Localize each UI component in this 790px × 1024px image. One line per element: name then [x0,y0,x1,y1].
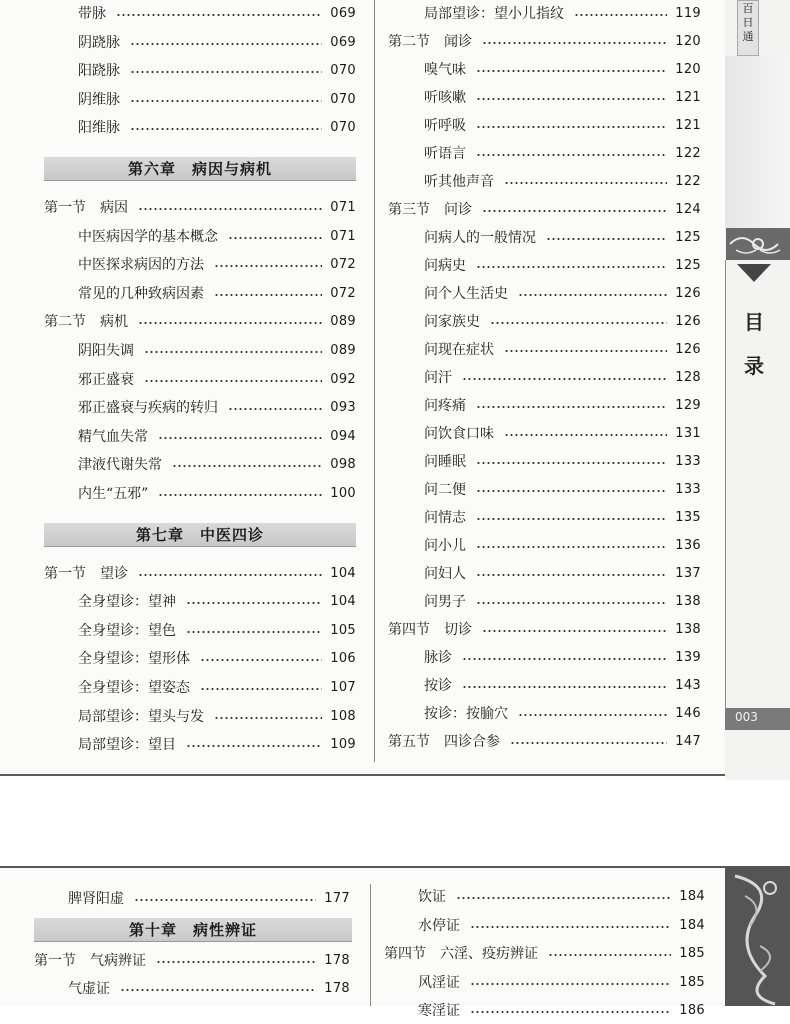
toc-page-number: 072 [330,285,356,301]
dot-leader [138,574,322,576]
toc-entry[interactable] [418,884,705,910]
toc-entry-title: 阴阳失调 [78,343,134,359]
book-title-text: 百日通 [742,2,754,43]
dot-leader [228,408,322,410]
toc-entry-title: 水停证 [418,917,460,934]
toc-entry[interactable] [424,421,701,447]
toc-entry[interactable] [424,169,701,195]
dot-leader [130,71,322,73]
toc-entry-title: 问妇人 [424,566,466,582]
toc-entry-title: 问病人的一般情况 [424,230,536,246]
dot-leader [214,294,322,296]
toc-entry[interactable] [78,252,356,278]
dot-leader [476,490,667,492]
toc-entry-title: 问汗 [424,370,452,386]
dot-leader [476,602,667,604]
toc-page-number: 104 [330,565,356,581]
toc-page-number: 106 [330,651,356,667]
dot-leader [456,897,671,899]
toc-entry[interactable] [78,338,356,364]
dot-leader [130,43,322,45]
toc-entry-title: 第一节 病因 [44,200,128,216]
toc-entry-title: 脾肾阳虚 [68,891,124,907]
dot-leader [186,602,322,604]
toc-entry[interactable] [78,367,356,393]
toc-section-entry[interactable] [388,617,701,643]
chapter-heading: 第七章 中医四诊 [44,523,356,547]
toc-entry[interactable] [424,365,701,391]
toc-entry[interactable] [78,452,356,478]
toc-entry[interactable] [78,87,356,113]
toc-entry-title: 全身望诊：望神 [78,594,176,611]
toc-page-number: 104 [330,594,356,610]
toc-page-number: 138 [675,594,701,609]
dot-leader [470,1011,671,1013]
toc-entry[interactable] [418,913,705,939]
dot-leader [158,494,322,496]
dot-leader [156,961,316,963]
dot-leader [186,631,322,633]
toc-page-number: 178 [324,953,350,968]
toc-page-number: 128 [675,370,701,385]
toc-page-number: 092 [330,371,356,387]
dot-leader [482,42,667,44]
toc-section-entry[interactable] [384,941,705,967]
toc-page-number: 119 [675,6,701,21]
toc-page-number: 071 [330,228,356,244]
toc-entry[interactable] [78,115,356,141]
toc-page-number: 089 [330,343,356,358]
dot-leader [138,322,322,324]
toc-entry[interactable] [424,1,701,27]
dot-leader [548,954,671,956]
toc-entry-title: 听咳嗽 [424,90,466,106]
toc-entry-title: 问小儿 [424,538,466,554]
toc-entry-title: 气虚证 [68,981,110,997]
toc-entry-title: 按诊：按腧穴 [424,706,508,722]
toc-entry-title: 问疼痛 [424,398,466,414]
toc-page-number: 133 [675,482,701,497]
toc-page-number: 124 [675,202,701,217]
dot-leader [462,686,667,688]
toc-section-entry[interactable] [44,309,356,335]
toc-entry[interactable] [424,225,701,251]
toc-entry[interactable] [424,337,701,363]
toc-page-number: 070 [330,120,356,136]
toc-section-entry[interactable] [44,561,356,587]
toc-entry-title: 问二便 [424,482,466,498]
toc-entry[interactable] [424,645,701,671]
toc-page-number: 125 [675,258,701,273]
toc-page-number: 089 [330,314,356,330]
dot-leader [476,406,667,408]
toc-entry-title: 阳维脉 [78,120,120,137]
toc-entry-title: 第二节 病机 [44,314,128,331]
dot-leader [462,658,667,660]
toc-page-number: 139 [675,650,701,665]
toc-page-number: 138 [675,622,701,637]
toc-entry[interactable] [78,618,356,644]
toc-entry-title: 第一节 气病辨证 [34,953,146,969]
toc-section-entry[interactable] [388,729,701,755]
toc-entry[interactable] [424,701,701,727]
toc-page-number: 184 [679,889,705,904]
dot-leader [574,14,667,16]
dot-leader [120,989,316,991]
toc-entry[interactable] [78,224,356,250]
toc-page-number: 137 [675,566,701,581]
toc-entry-title: 阴维脉 [78,91,120,108]
chapter-heading: 第六章 病因与病机 [44,157,356,181]
toc-entry[interactable] [78,58,356,84]
dot-leader [200,688,322,690]
toc-entry[interactable] [424,253,701,279]
toc-page-number: 184 [679,917,705,933]
section-title-char-2: 录 [744,354,764,378]
chapter-heading: 第十章 病性辨证 [34,918,352,942]
toc-page-number: 072 [330,257,356,273]
toc-page-number: 125 [675,230,701,245]
toc-page-number: 070 [330,63,356,79]
toc-page-number: 186 [679,1003,705,1018]
toc-page-number: 069 [330,34,356,50]
toc-section-entry[interactable] [388,29,701,55]
toc-entry[interactable] [424,281,701,307]
dot-leader [144,351,322,353]
toc-entry-title: 听语言 [424,146,466,162]
dot-leader [476,518,667,520]
toc-page-number: 147 [675,734,701,749]
toc-entry[interactable] [424,477,701,503]
toc-entry-title: 中医病因学的基本概念 [78,228,218,245]
toc-entry-title: 第四节 六淫、疫疠辨证 [384,946,538,962]
toc-entry-title: 第三节 问诊 [388,202,472,218]
dot-leader [144,380,322,382]
dot-leader [476,70,667,72]
dot-leader [470,926,671,928]
toc-page-number: 143 [675,678,701,693]
dot-leader [476,98,667,100]
toc-entry-title: 内生“五邪” [78,486,149,502]
dot-leader [476,462,667,464]
toc-page-number: 185 [679,946,705,961]
toc-entry[interactable] [78,589,356,615]
dot-leader [200,659,322,661]
toc-entry-title: 问个人生活史 [424,286,508,302]
dot-leader [476,574,667,576]
toc-entry[interactable] [424,113,701,139]
toc-entry-title: 阴跷脉 [78,34,120,51]
toc-entry[interactable] [78,424,356,450]
toc-entry-title: 局部望诊：望小儿指纹 [424,6,564,22]
column-divider [374,0,375,762]
toc-page-number: 178 [324,981,350,996]
toc-entry[interactable] [78,30,356,56]
toc-entry[interactable] [78,395,356,421]
toc-page-number: 131 [675,426,701,441]
toc-page-number: 133 [675,454,701,469]
toc-entry[interactable] [78,704,356,730]
dot-leader [462,378,667,380]
toc-page-number: 100 [330,486,356,501]
toc-entry-title: 全身望诊：望形体 [78,651,190,668]
dot-leader [546,238,667,240]
dot-leader [482,630,667,632]
toc-entry-title: 局部望诊：望头与发 [78,708,204,725]
dot-leader [476,546,667,548]
dot-leader [130,128,322,130]
dot-leader [228,237,322,239]
toc-entry-title: 精气血失常 [78,428,148,445]
toc-entry-title: 饮证 [418,889,446,905]
toc-section-entry[interactable] [34,948,350,974]
column-divider [370,884,371,1006]
toc-entry-title: 问饮食口味 [424,426,494,442]
toc-entry[interactable] [78,675,356,701]
toc-entry[interactable] [68,976,350,1002]
dot-leader [476,126,667,128]
dot-leader [158,437,322,439]
toc-entry[interactable] [424,309,701,335]
dot-leader [504,350,667,352]
toc-entry-title: 第一节 望诊 [44,565,128,582]
dot-leader [482,210,667,212]
dot-leader [518,294,667,296]
dragon-ornament-icon [725,866,790,1006]
dot-leader [214,717,322,719]
toc-entry[interactable] [424,393,701,419]
toc-entry[interactable] [78,732,356,758]
page-number: 003 [735,710,758,724]
toc-entry-title: 问睡眠 [424,454,466,470]
toc-entry[interactable] [424,141,701,167]
side-tab-shade [725,56,790,228]
toc-entry[interactable] [424,673,701,699]
toc-page-number: 122 [675,174,701,189]
toc-page-number: 105 [330,622,356,638]
toc-entry[interactable] [424,449,701,475]
toc-entry[interactable] [78,646,356,672]
dot-leader [186,745,322,747]
toc-entry-title: 问家族史 [424,314,480,330]
toc-entry-title: 问情志 [424,510,466,526]
toc-page-number: 098 [330,457,356,473]
dot-leader [116,14,322,16]
toc-page-number: 093 [330,400,356,416]
toc-section-entry[interactable] [44,195,356,221]
toc-entry-title: 问现在症状 [424,342,494,358]
dot-leader [504,182,667,184]
toc-page-number: 108 [330,708,356,724]
dot-leader [214,265,322,267]
toc-entry[interactable] [418,998,705,1024]
toc-entry-title: 听呼吸 [424,118,466,134]
toc-entry-title: 第二节 闻诊 [388,34,472,50]
section-title [737,300,771,388]
toc-entry-title: 阳跷脉 [78,63,120,80]
toc-entry-title: 问男子 [424,594,466,610]
dot-leader [510,742,667,744]
dot-leader [172,465,322,467]
toc-entry[interactable] [424,589,701,615]
toc-page-number: 120 [675,62,701,77]
dot-leader [518,714,667,716]
toc-entry-title: 邪正盛衰 [78,371,134,388]
toc-page-number: 177 [324,891,350,906]
toc-page-number: 126 [675,314,701,329]
toc-entry-title: 全身望诊：望色 [78,622,176,639]
toc-entry-title: 脉诊 [424,650,452,666]
toc-entry-title: 风淫证 [418,974,460,991]
toc-entry[interactable] [424,533,701,559]
toc-page-number: 121 [675,90,701,105]
toc-entry-title: 常见的几种致病因素 [78,285,204,302]
toc-entry-title: 津液代谢失常 [78,457,162,474]
toc-entry[interactable] [418,970,705,996]
toc-entry-title: 嗅气味 [424,62,466,78]
toc-entry-title: 中医探求病因的方法 [78,257,204,274]
toc-entry[interactable] [78,481,356,507]
toc-section-entry[interactable] [388,197,701,223]
dot-leader [470,983,671,985]
dot-leader [490,322,667,324]
toc-page-number: 094 [330,428,356,444]
toc-entry-title: 邪正盛衰与疾病的转归 [78,400,218,417]
toc-entry-title: 带脉 [78,6,106,22]
toc-entry-title: 第五节 四诊合参 [388,734,500,750]
toc-page-number: 071 [330,200,356,215]
section-title-char-1: 目 [744,310,764,334]
toc-page-number: 107 [330,680,356,695]
toc-entry[interactable] [78,1,356,27]
toc-page-number: 135 [675,510,701,525]
dot-leader [476,154,667,156]
dot-leader [138,208,322,210]
toc-page-number: 129 [675,398,701,413]
toc-page-number: 126 [675,286,701,301]
dot-leader [504,434,667,436]
toc-entry-title: 问病史 [424,258,466,274]
toc-entry-title: 按诊 [424,678,452,694]
toc-entry[interactable] [68,886,350,912]
toc-page-number: 185 [679,974,705,990]
toc-entry-title: 局部望诊：望目 [78,737,176,754]
toc-entry[interactable] [78,281,356,307]
toc-page-number: 121 [675,118,701,133]
toc-entry[interactable] [424,57,701,83]
toc-entry[interactable] [424,561,701,587]
cloud-ornament-icon [726,228,790,260]
dot-leader [130,100,322,102]
toc-page-number: 146 [675,706,701,721]
toc-page-number: 069 [330,6,356,21]
toc-page-number: 122 [675,146,701,161]
toc-page-number: 070 [330,91,356,107]
toc-entry-title: 寒淫证 [418,1003,460,1019]
toc-page-number: 136 [675,538,701,553]
toc-entry-title: 第四节 切诊 [388,622,472,638]
toc-entry-title: 听其他声音 [424,174,494,190]
dot-leader [476,266,667,268]
toc-page-number: 109 [330,737,356,753]
toc-entry-title: 全身望诊：望姿态 [78,680,190,696]
dot-leader [134,899,316,901]
toc-entry[interactable] [424,85,701,111]
toc-entry[interactable] [424,505,701,531]
toc-page-number: 126 [675,342,701,357]
toc-page-number: 120 [675,34,701,49]
